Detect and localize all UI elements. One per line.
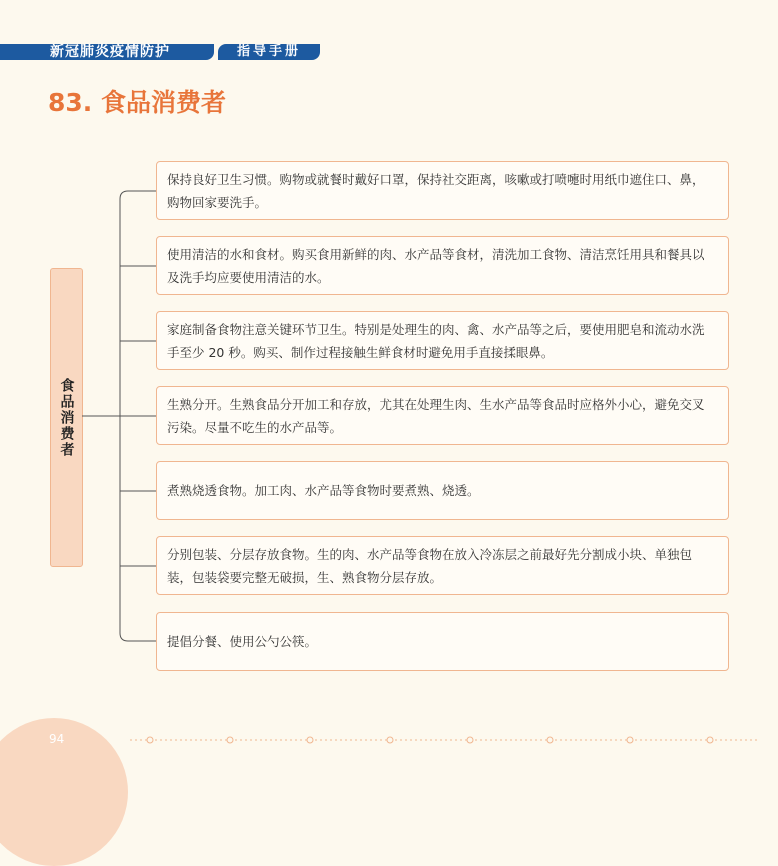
guideline-item-5: 煮熟烧透食物。加工肉、水产品等食物时要煮熟、烧透。 bbox=[156, 461, 729, 520]
footer bbox=[0, 718, 778, 778]
guideline-item-2: 使用清洁的水和食材。购买食用新鲜的肉、水产品等食材，清洗加工食物、清洁烹饪用具和餐具以及洗手均应要使用清洁的水。 bbox=[156, 236, 729, 295]
header-tag: 指导手册 bbox=[218, 44, 320, 60]
guideline-item-4: 生熟分开。生熟食品分开加工和存放，尤其在处理生肉、生水产品等食品时应格外小心，避免交叉污染。尽量不吃生的水产品等。 bbox=[156, 386, 729, 445]
header-bar bbox=[0, 44, 320, 60]
header-title: 新冠肺炎疫情防护 bbox=[50, 44, 170, 60]
footer-dotted-line bbox=[130, 736, 760, 744]
tree-connector bbox=[82, 185, 158, 645]
side-label-box bbox=[50, 268, 83, 567]
guideline-item-1: 保持良好卫生习惯。购物或就餐时戴好口罩，保持社交距离，咳嗽或打喷嚏时用纸巾遮住口、鼻，购物回家要洗手。 bbox=[156, 161, 729, 220]
guideline-item-7: 提倡分餐、使用公勺公筷。 bbox=[156, 612, 729, 671]
side-label-text: 食品消费者 bbox=[58, 377, 75, 458]
guideline-item-3: 家庭制备食物注意关键环节卫生。特别是处理生的肉、禽、水产品等之后，要使用肥皂和流动水洗手至少 20 秒。购买、制作过程接触生鲜食材时避免用手直接揉眼鼻。 bbox=[156, 311, 729, 370]
page-title: 83. 食品消费者 bbox=[48, 88, 226, 117]
guideline-item-6: 分别包装、分层存放食物。生的肉、水产品等食物在放入冷冻层之前最好先分割成小块、单独包装，包装袋要完整无破损，生、熟食物分层存放。 bbox=[156, 536, 729, 595]
page-number: 94 bbox=[49, 732, 65, 746]
